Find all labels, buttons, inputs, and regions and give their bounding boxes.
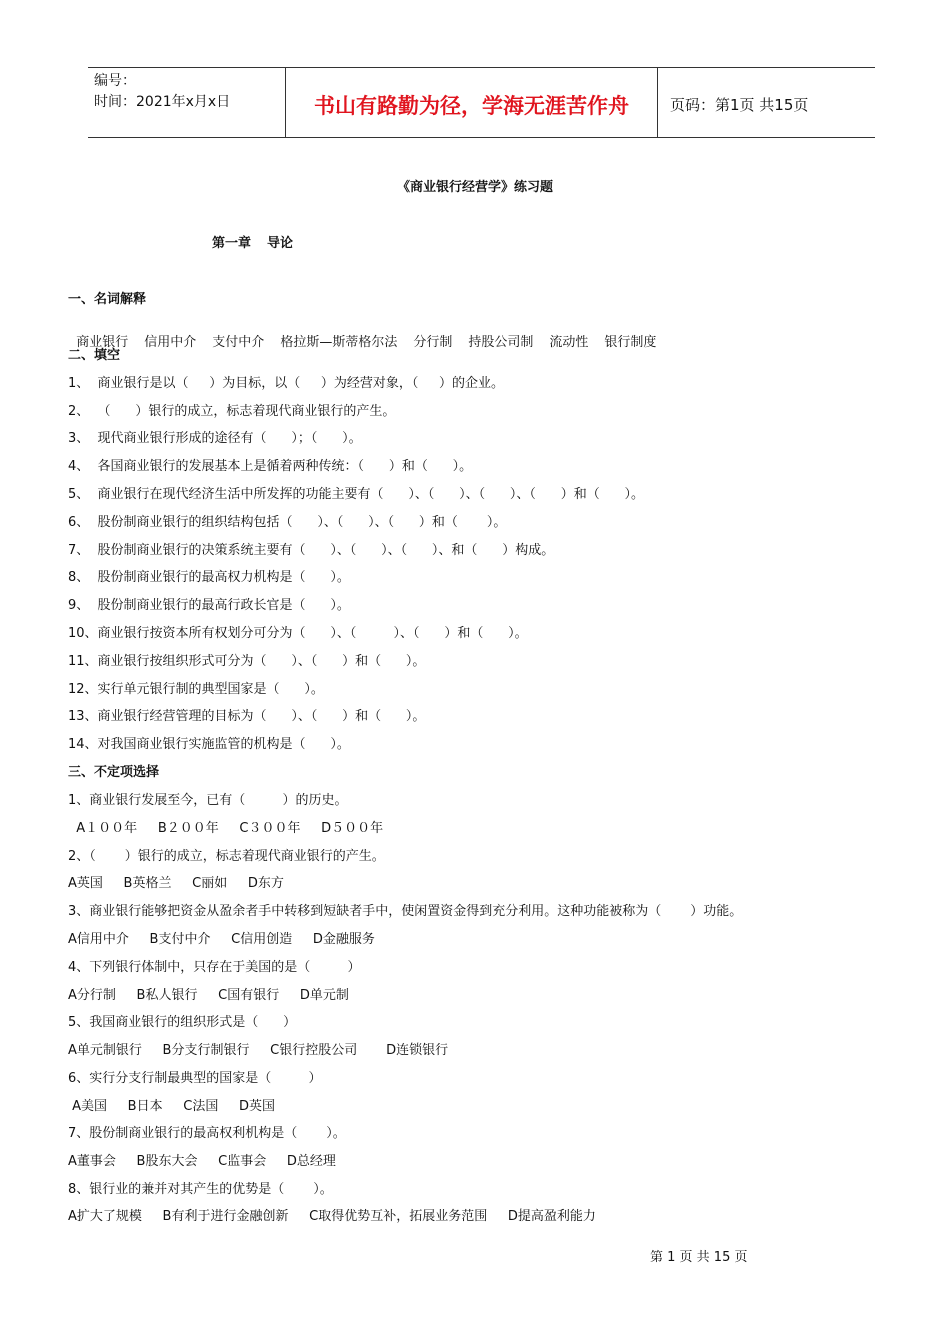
question-line: 4、下列银行体制中，只存在于美国的是（ ）: [68, 960, 361, 975]
question-line: 8、 股份制商业银行的最高权力机构是（ ）。: [68, 570, 350, 585]
question-line: 5、 商业银行在现代经济生活中所发挥的功能主要有（ ）、（ ）、（ ）、（ ）和（ ）。: [68, 487, 645, 502]
term-list: [68, 316, 672, 350]
term: 商业银行: [76, 335, 129, 350]
term: 分行制: [413, 335, 453, 350]
question-line: 3、商业银行能够把资金从盈余者手中转移到短缺者手中，使闲置资金得到充分利用。这种功能被称为（ ）功能。: [68, 904, 743, 919]
term: 格拉斯—斯蒂格尔法: [280, 335, 398, 350]
answer-options: A扩大了规模 B有利于进行金融创新 C取得优势互补，拓展业务范围 D提高盈利能力: [68, 1209, 596, 1224]
header-table: [88, 67, 875, 138]
question-line: 5、我国商业银行的组织形式是（ ）: [68, 1015, 297, 1030]
page-footer: 第 1 页 共 15 页: [650, 1250, 748, 1265]
answer-options: A分行制 B私人银行 C国有银行 D单元制: [68, 988, 349, 1003]
section-heading: 一、名词解释: [68, 292, 147, 307]
answer-options: A英国 B英格兰 C丽如 D东方: [68, 876, 284, 891]
term: 持股公司制: [468, 335, 534, 350]
question-line: 1、商业银行发展至今，已有（ ）的历史。: [68, 793, 348, 808]
question-line: 11、商业银行按组织形式可分为（ ）、（ ）和（ ）。: [68, 654, 426, 669]
chapter-name: 导论: [267, 236, 294, 251]
answer-options: A单元制银行 B分支行制银行 C银行控股公司 D连锁银行: [68, 1043, 449, 1058]
question-line: 3、 现代商业银行形成的途径有（ ）；（ ）。: [68, 431, 362, 446]
question-line: 14、对我国商业银行实施监管的机构是（ ）。: [68, 737, 350, 752]
question-line: 9、 股份制商业银行的最高行政长官是（ ）。: [68, 598, 350, 613]
question-line: 6、 股份制商业银行的组织结构包括（ ）、（ ）、（ ）和（ ）。: [68, 515, 507, 530]
motto: 书山有路勤为径，学海无涯苦作舟: [286, 68, 658, 137]
question-line: 7、股份制商业银行的最高权利机构是（ ）。: [68, 1126, 346, 1141]
chapter-heading: [212, 232, 293, 251]
question-line: 6、实行分支行制最典型的国家是（ ）: [68, 1071, 322, 1086]
answer-options: A信用中介 B支付中介 C信用创造 D金融服务: [68, 932, 375, 947]
question-line: 7、 股份制商业银行的决策系统主要有（ ）、（ ）、（ ）、和（ ）构成。: [68, 543, 555, 558]
section-heading: 二、填空: [68, 348, 121, 363]
document-title: 《商业银行经营学》练习题: [396, 180, 553, 195]
question-line: 1、 商业银行是以（ ）为目标，以（ ）为经营对象，（ ）的企业。: [68, 376, 505, 391]
section-heading: 三、不定项选择: [68, 765, 160, 780]
question-line: 10、商业银行按资本所有权划分可分为（ ）、（ ）、（ ）和（ ）。: [68, 626, 528, 641]
question-line: 2、（ ）银行的成立，标志着现代商业银行的产生。: [68, 849, 385, 864]
question-line: 13、商业银行经营管理的目标为（ ）、（ ）和（ ）。: [68, 709, 426, 724]
term: 银行制度: [604, 335, 657, 350]
question-line: 8、银行业的兼并对其产生的优势是（ ）。: [68, 1182, 333, 1197]
chapter-number: 第一章: [212, 236, 252, 251]
answer-options: A美国 B日本 C法国 D英国: [68, 1099, 276, 1114]
term: 流动性: [549, 335, 589, 350]
question-line: 2、 （ ）银行的成立，标志着现代商业银行的产生。: [68, 404, 396, 419]
time-label: 时间：2021年x月x日: [94, 94, 231, 110]
number-label: 编号：: [94, 73, 136, 89]
question-line: 12、实行单元银行制的典型国家是（ ）。: [68, 682, 324, 697]
answer-options: A１００年 B２００年 C３００年 D５００年: [68, 821, 384, 836]
header-info-cell: [88, 68, 286, 137]
question-line: 4、 各国商业银行的发展基本上是循着两种传统：（ ）和（ ）。: [68, 459, 473, 474]
term: 信用中介: [144, 335, 197, 350]
page-info: 页码：第1页 共15页: [670, 96, 809, 114]
term: 支付中介: [212, 335, 265, 350]
answer-options: A董事会 B股东大会 C监事会 D总经理: [68, 1154, 336, 1169]
